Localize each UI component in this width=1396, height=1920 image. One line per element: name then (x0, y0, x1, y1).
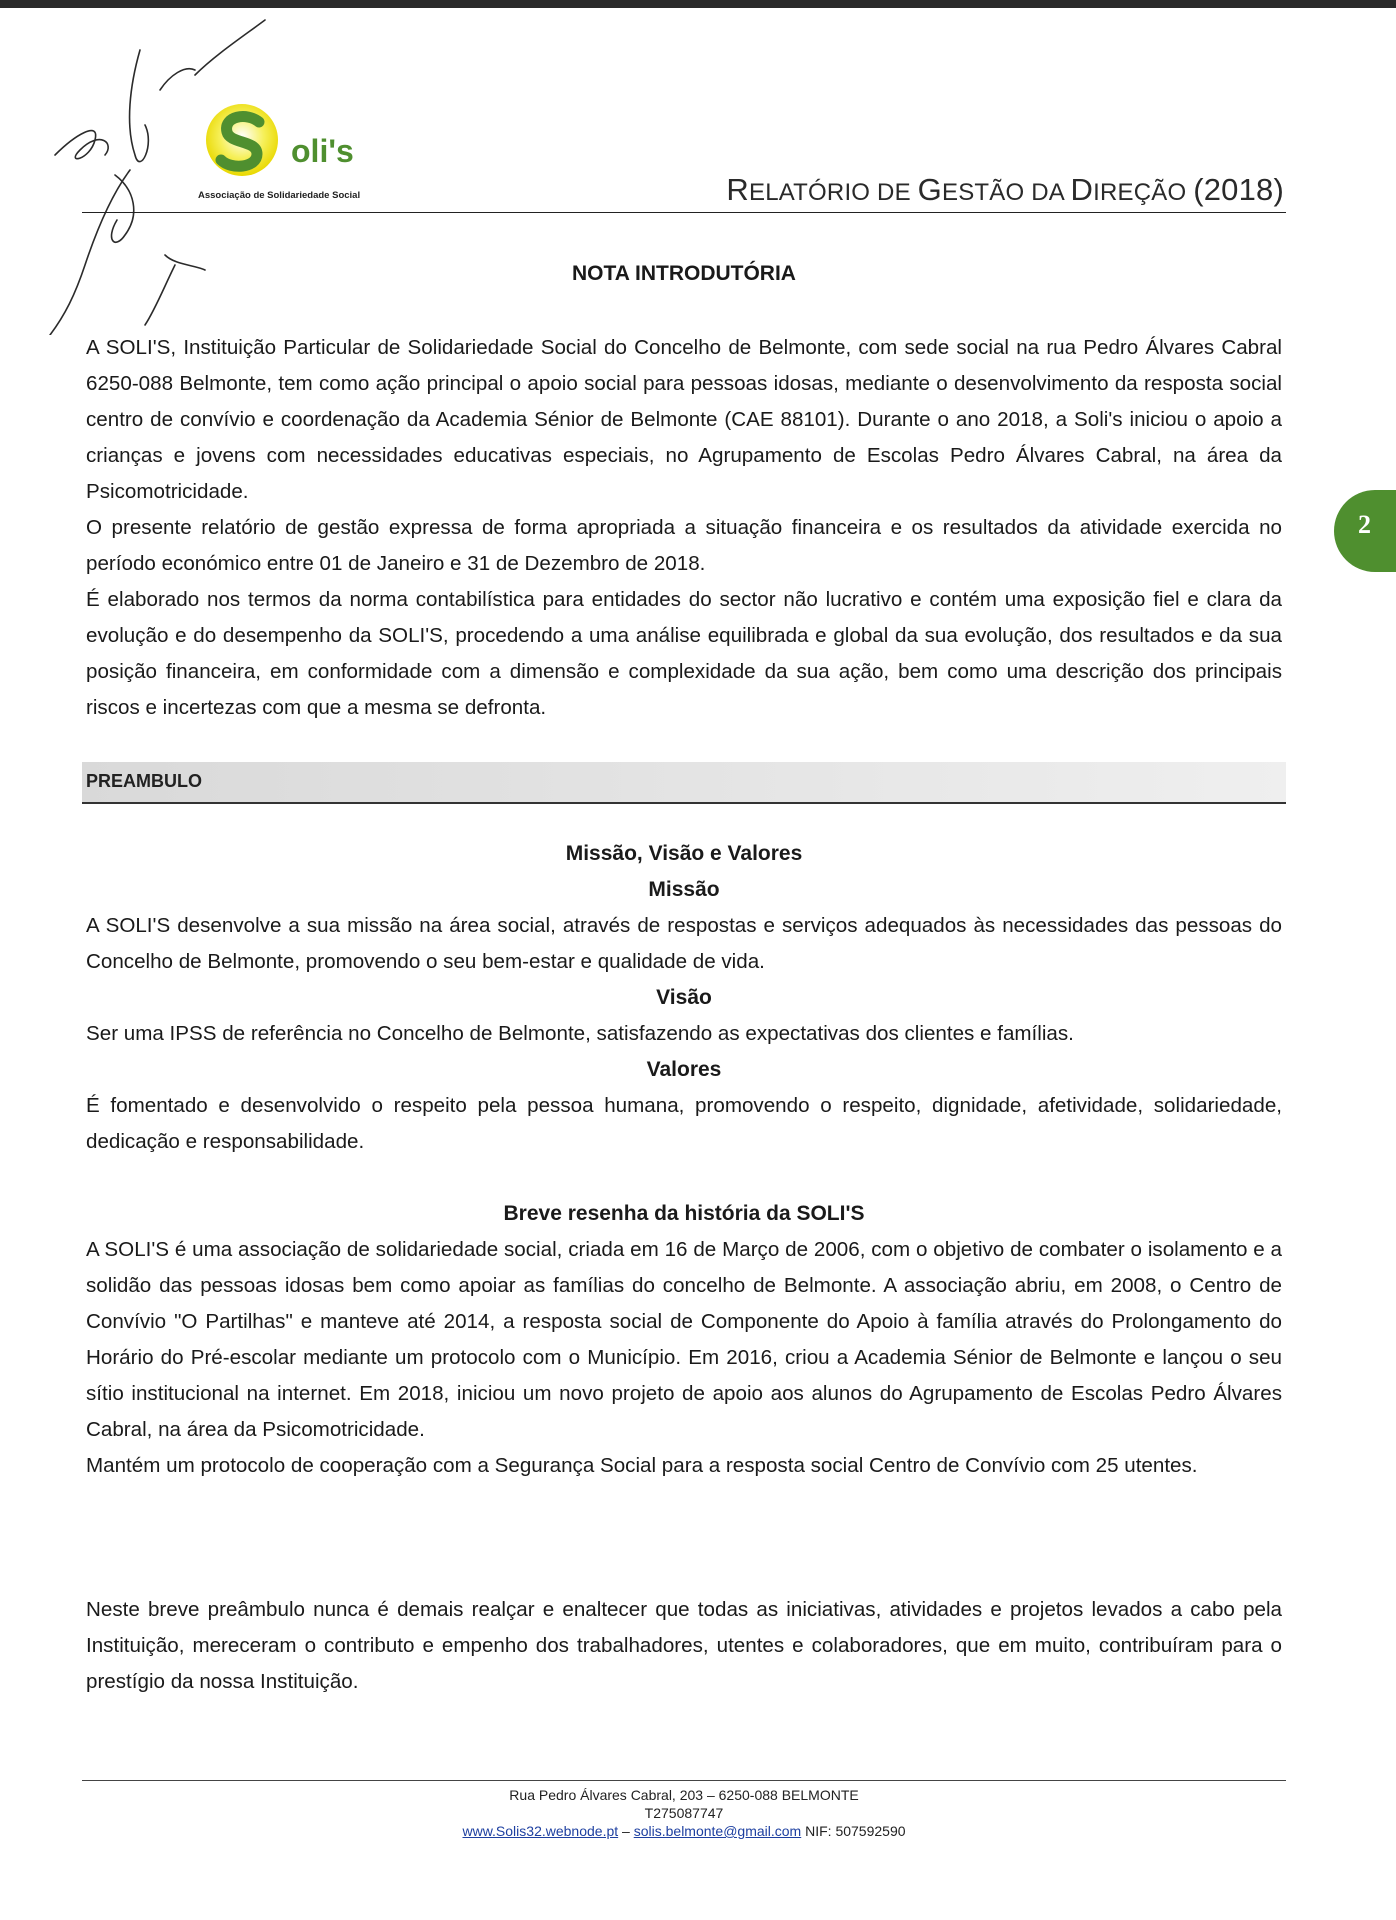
nota-paragraph-1: A SOLI'S, Instituição Particular de Solidariedade Social do Concelho de Belmonte, com sede social na rua Pedro Álvares Cabral 6250-088 Belmonte, tem como ação principal o apoio social para pessoas idosas, mediante o desenvolvimento da resposta social centro de convívio e coordenação da Academia Sénior de Belmonte (CAE 88101). Durante o ano 2018, a Soli's iniciou o apoio a crianças e jovens com necessidades educativas especiais, no Agrupamento de Escolas Pedro Álvares Cabral, na área da Psicomotricidade. (86, 336, 1282, 503)
nota-paragraph-2: O presente relatório de gestão expressa de forma apropriada a situação financeira e os resultados da atividade exercida no período económico entre 01 de Janeiro e 31 de Dezembro de 2018. (86, 516, 1282, 575)
mvv-heading: Missão, Visão e Valores (565, 842, 803, 865)
scan-edge (0, 0, 1396, 8)
footer-nif: NIF: 507592590 (801, 1823, 906, 1839)
missao-heading: Missão (648, 878, 720, 901)
footer-divider (82, 1780, 1286, 1781)
header-divider (82, 212, 1286, 213)
nota-body (86, 330, 1282, 726)
footer-separator: – (618, 1823, 634, 1839)
solis-logo (195, 100, 435, 210)
logo-wordmark: oli's (291, 133, 354, 169)
missao-text: A SOLI'S desenvolve a sua missão na área social, através de respostas e serviços adequados às necessidades das pessoas do Concelho de Belmonte, promovendo o seu bem-estar e qualidade de vida. (86, 914, 1282, 973)
preambulo-title: PREAMBULO (86, 771, 202, 791)
footer-address: Rua Pedro Álvares Cabral, 203 – 6250-088 BELMONTE (509, 1787, 859, 1803)
valores-heading: Valores (646, 1058, 722, 1081)
historia-paragraph-1: A SOLI'S é uma associação de solidariedade social, criada em 16 de Março de 2006, com o objetivo de combater o isolamento e a solidão das pessoas idosas bem como apoiar as famílias do concelho de Belmonte. A associação abriu, em 2008, o Centro de Convívio "O Partilhas" e manteve até 2014, a resposta social de Componente do Apoio à família através do Prolongamento do Horário do Pré-escolar mediante um protocolo com o Município. Em 2016, criou a Academia Sénior de Belmonte e lançou o seu sítio institucional na internet. Em 2018, iniciou um novo projeto de apoio aos alunos do Agrupamento de Escolas Pedro Álvares Cabral, na área da Psicomotricidade. (86, 1238, 1282, 1441)
closing-paragraph: Neste breve preâmbulo nunca é demais realçar e enaltecer que todas as iniciativas, atividades e projetos levados a cabo pela Instituição, mereceram o contributo e empenho dos trabalhadores, utentes e colaboradores, que em muito, contribuíram para o prestígio da nossa Instituição. (86, 1598, 1282, 1693)
email-link[interactable]: solis.belmonte@gmail.com (633, 1823, 802, 1839)
nota-heading: NOTA INTRODUTÓRIA (572, 262, 796, 285)
preambulo-section-bar (82, 762, 1286, 804)
visao-heading: Visão (656, 986, 712, 1009)
visao-text: Ser uma IPSS de referência no Concelho de Belmonte, satisfazendo as expectativas dos clientes e famílias. (86, 1022, 1074, 1045)
page-number: 2 (1358, 510, 1371, 539)
nota-paragraph-3: É elaborado nos termos da norma contabilística para entidades do sector não lucrativo e contém uma exposição fiel e clara da evolução e do desempenho da SOLI'S, procedendo a uma análise equilibrada e global da sua evolução, dos resultados e da sua posição financeira, em conformidade com a dimensão e complexidade da sua ação, bem como uma descrição dos principais riscos e incertezas com que a mesma se defronta. (86, 588, 1282, 719)
report-title: RELATÓRIO DE GESTÃO DA DIREÇÃO (2018) (726, 172, 1284, 207)
historia-paragraph-2: Mantém um protocolo de cooperação com a Segurança Social para a resposta social Centro de Convívio com 25 utentes. (86, 1454, 1198, 1477)
footer-phone: T275087747 (644, 1805, 724, 1821)
logo-subtitle: Associação de Solidariedade Social (198, 190, 361, 201)
footer (86, 1786, 1282, 1840)
website-link[interactable]: www.Solis32.webnode.pt (462, 1823, 619, 1839)
valores-text: É fomentado e desenvolvido o respeito pela pessoa humana, promovendo o respeito, dignidade, afetividade, solidariedade, dedicação e responsabilidade. (86, 1094, 1282, 1153)
footer-contacts (86, 1822, 1282, 1840)
historia-heading: Breve resenha da história da SOLI'S (503, 1202, 865, 1225)
historia-body (86, 1232, 1282, 1484)
page-number-tab (1334, 490, 1396, 572)
